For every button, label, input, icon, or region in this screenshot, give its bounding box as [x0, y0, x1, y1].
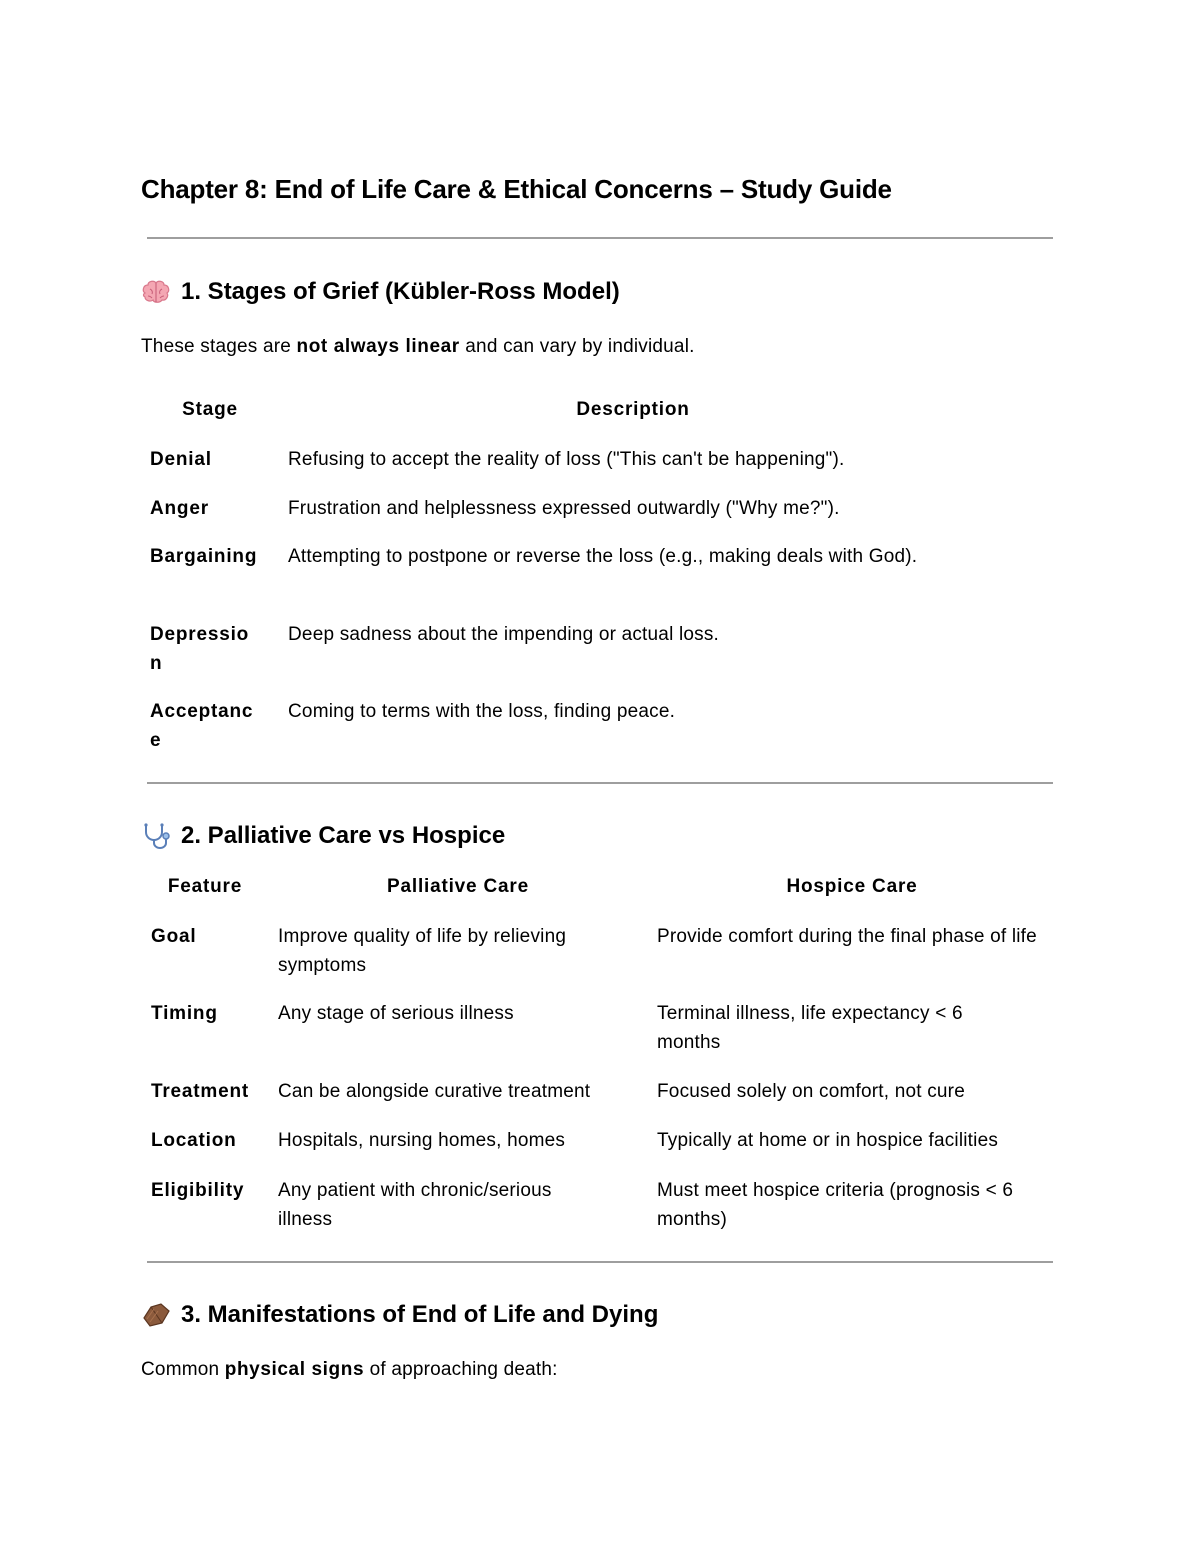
- section-heading-palliative-vs-hospice: [141, 822, 505, 850]
- table-cell: Deep sadness about the impending or actual loss.: [288, 624, 720, 645]
- intro-text: and can vary by individual.: [459, 336, 695, 357]
- table-row-header: Depression: [150, 624, 250, 674]
- table-row-header: Goal: [151, 926, 197, 947]
- table-cell: Refusing to accept the reality of loss ("This can't be happening").: [288, 449, 845, 470]
- column-header-palliative: Palliative Care: [387, 876, 529, 897]
- stethoscope-icon: [141, 822, 171, 850]
- table-row-header: Eligibility: [151, 1180, 245, 1201]
- table-cell: Frustration and helplessness expressed outwardly ("Why me?").: [288, 498, 840, 519]
- divider: [147, 782, 1053, 784]
- table-cell: Typically at home or in hospice facilities: [657, 1130, 999, 1151]
- table-cell: Provide comfort during the final phase of life: [657, 926, 1037, 947]
- table-row-header: Denial: [150, 449, 212, 470]
- table-row-header: Location: [151, 1130, 237, 1151]
- column-header-feature: Feature: [167, 876, 243, 897]
- table-cell: Must meet hospice criteria (prognosis < 6 months): [657, 1180, 1014, 1230]
- intro-text: of approaching death:: [364, 1359, 558, 1380]
- table-row-header: Treatment: [151, 1081, 250, 1102]
- intro-text: These stages are: [141, 336, 297, 357]
- brain-icon: [141, 278, 171, 306]
- table-cell: Attempting to postpone or reverse the loss (e.g., making deals with God).: [288, 546, 918, 567]
- intro-bold-text: physical signs: [224, 1359, 365, 1380]
- section-heading-stages-of-grief: [141, 278, 620, 306]
- coffin-icon: [141, 1301, 171, 1329]
- intro-bold-text: not always linear: [296, 336, 460, 357]
- table-cell: Focused solely on comfort, not cure: [657, 1081, 965, 1102]
- section3-intro: [141, 1359, 558, 1381]
- table-cell: Any stage of serious illness: [278, 1003, 514, 1024]
- table-row-header: Bargaining: [150, 546, 258, 567]
- column-header-stage: Stage: [182, 399, 238, 420]
- page-title: Chapter 8: End of Life Care & Ethical Concerns – Study Guide: [141, 174, 892, 204]
- section-heading-text: 2. Palliative Care vs Hospice: [181, 822, 506, 849]
- section1-intro: [141, 336, 695, 358]
- column-header-hospice: Hospice Care: [786, 876, 918, 897]
- section-heading-manifestations: [141, 1301, 658, 1329]
- table-row-header: Timing: [151, 1003, 218, 1024]
- table-row-header: Anger: [150, 498, 209, 519]
- divider: [147, 237, 1053, 239]
- table-cell: Improve quality of life by relieving symptoms: [278, 926, 567, 976]
- table-cell: Can be alongside curative treatment: [278, 1081, 591, 1102]
- section-heading-text: 1. Stages of Grief (Kübler-Ross Model): [181, 278, 620, 305]
- column-header-description: Description: [576, 399, 690, 420]
- table-cell: Any patient with chronic/serious illness: [278, 1180, 552, 1230]
- table-row-header: Acceptance: [150, 701, 254, 751]
- table-cell: Terminal illness, life expectancy < 6 months: [657, 1003, 963, 1053]
- table-cell: Coming to terms with the loss, finding peace.: [288, 701, 676, 722]
- intro-text: Common: [141, 1359, 225, 1380]
- divider: [147, 1261, 1053, 1263]
- table-cell: Hospitals, nursing homes, homes: [278, 1130, 566, 1151]
- section-heading-text: 3. Manifestations of End of Life and Dying: [181, 1301, 659, 1328]
